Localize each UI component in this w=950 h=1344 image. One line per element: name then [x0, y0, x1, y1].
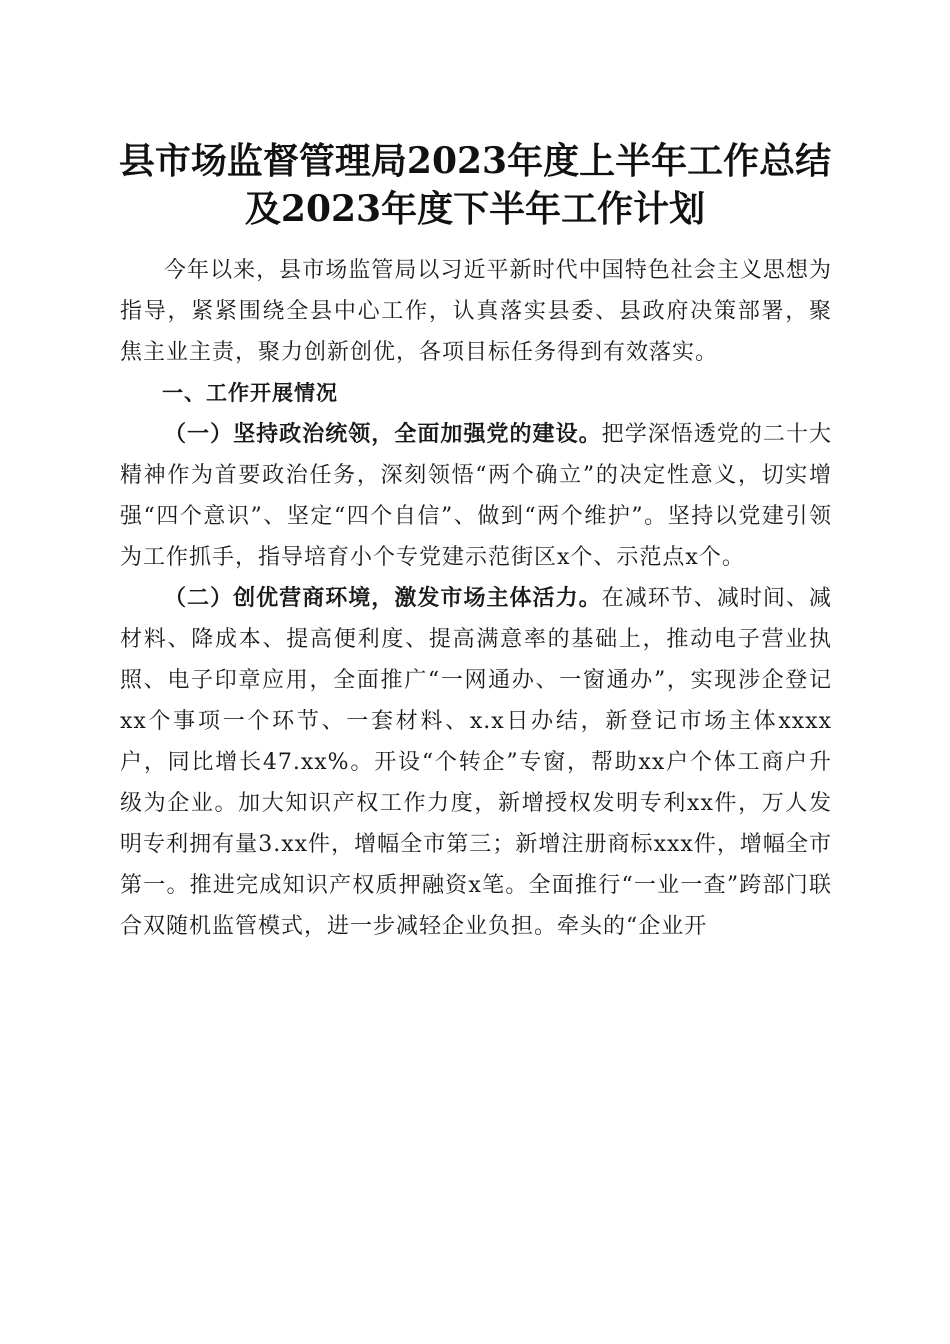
document-title-line1: 县市场监督管理局2023年度上半年工作总结	[118, 140, 832, 182]
section-heading: 一、工作开展情况	[162, 381, 338, 405]
item-body-2: 在减环节、减时间、减材料、降成本、提高便利度、提高满意率的基础上，推动电子营业执照、电子印章应用，全面推广“一网通办、一窗通办”，实现涉企登记xx个事项一个环节、一套材料、x.x日办结，新登记市场主体xxxx户，同比增长47.xx%。开设“个转企”专窗，帮助xx户个体工商户升级为企业。加大知识产权工作力度，新增授权发明专利xx件，万人发明专利拥有量3.xx件，增幅全市第三；新增注册商标xxx件，增幅全市第一。推进完成知识产权质押融资x笔。全面推行“一业一查”跨部门联合双随机监管模式，进一步减轻企业负担。牵头的“企业开	[120, 586, 832, 939]
intro-paragraph: 今年以来，县市场监管局以习近平新时代中国特色社会主义思想为指导，紧紧围绕全县中心工作，认真落实县委、县政府决策部署，聚焦主业主责，聚力创新创优，各项目标任务得到有效落实。	[120, 258, 832, 365]
item-body-1: 把学深悟透党的二十大精神作为首要政治任务，深刻领悟“两个确立”的决定性意义，切实增强“四个意识”、坚定“四个自信”、做到“两个维护”。坚持以党建引领为工作抓手，指导培育小个专党建示范街区x个、示范点x个。	[120, 422, 832, 570]
item-paragraph-2	[120, 578, 832, 947]
document-body	[120, 250, 832, 947]
document-title-line2: 及2023年度下半年工作计划	[244, 188, 706, 230]
item-lead-1: （一）坚持政治统领，全面加强党的建设。	[164, 422, 602, 447]
item-lead-2: （二）创优营商环境，激发市场主体活力。	[164, 586, 602, 611]
item-paragraph-1	[120, 414, 832, 578]
